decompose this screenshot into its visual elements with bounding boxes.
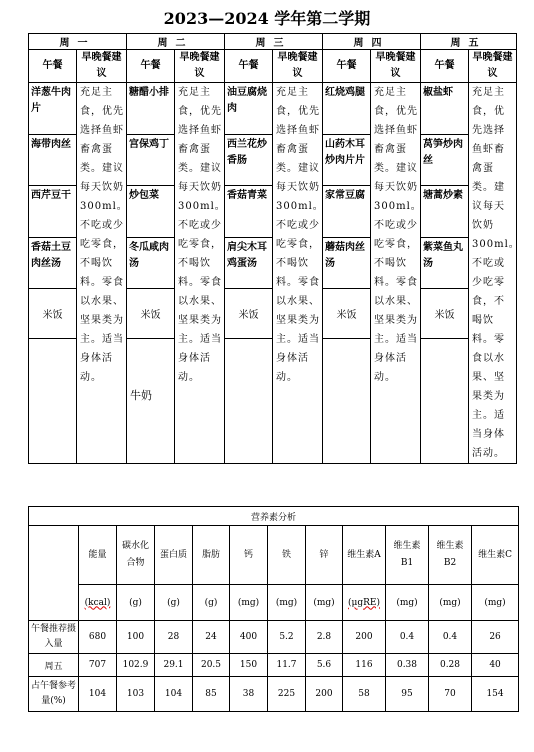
dish-item: 宫保鸡丁: [127, 134, 175, 186]
dish-item: 家常豆腐: [323, 186, 371, 238]
dish-item: 香菇青菜: [225, 186, 273, 238]
dish-item: 肩尖木耳鸡蛋汤: [225, 237, 273, 289]
nutrient-unit: (g): [155, 585, 193, 621]
nutrient-value: 102.9: [117, 654, 155, 677]
advice-header: 早晚餐建议: [273, 50, 323, 83]
nutrient-value: 100: [117, 621, 155, 654]
nutrient-value: 0.38: [386, 654, 429, 677]
nutrient-value: 85: [193, 677, 230, 712]
dish-item: 炒包菜: [127, 186, 175, 238]
meal-advice: 充足主食，优先选择鱼虾畜禽蛋类。建议每天饮奶300ml。不吃或少吃零食，不喝饮料。零食以水果、坚果类为主。适当身体活动。: [469, 83, 517, 464]
row-label: 占午餐参考量(%): [29, 677, 79, 712]
dish-item: 塘蒿炒素: [421, 186, 469, 238]
day-header: 周四: [323, 34, 421, 50]
nutrient-header: 能量: [79, 526, 117, 585]
advice-header: 早晚餐建议: [469, 50, 517, 83]
dish-item: 莴笋炒肉丝: [421, 134, 469, 186]
weekly-menu-table: [28, 33, 520, 464]
advice-header: 早晚餐建议: [371, 50, 421, 83]
staple-rice: 米饭: [225, 289, 273, 338]
nutrient-value: 26: [472, 621, 519, 654]
nutrient-value: 225: [268, 677, 306, 712]
meal-advice: 充足主食，优先选择鱼虾畜禽蛋类。建议每天饮奶300ml。不吃或少吃零食，不喝饮料。零食以水果、坚果类为主。适当身体活动。: [77, 83, 127, 464]
row-label: 周五: [29, 654, 79, 677]
day-header: 周一: [29, 34, 127, 50]
lunch-header: 午餐: [29, 50, 77, 83]
nutrient-value: 24: [193, 621, 230, 654]
milk-item: 牛奶: [127, 338, 175, 463]
nutrient-value: 58: [343, 677, 386, 712]
dish-item: 西芹豆干: [29, 186, 77, 238]
nutrient-unit: (mg): [306, 585, 343, 621]
nutrient-header: 蛋白质: [155, 526, 193, 585]
nutrient-value: 38: [230, 677, 268, 712]
nutrient-header: 锌: [306, 526, 343, 585]
nutrient-value: 29.1: [155, 654, 193, 677]
nutrient-header: 碳水化合物: [117, 526, 155, 585]
nutrient-header: 脂肪: [193, 526, 230, 585]
nutrient-value: 11.7: [268, 654, 306, 677]
nutrient-value: 0.4: [386, 621, 429, 654]
nutrient-value: 2.8: [306, 621, 343, 654]
dish-item: 椒盐虾: [421, 83, 469, 135]
day-header: 周二: [127, 34, 225, 50]
dish-item: 山药木耳炒肉片片: [323, 134, 371, 186]
staple-rice: 米饭: [323, 289, 371, 338]
page-title: 2023—2024 学年第二学期: [163, 9, 371, 28]
nutrient-value: 70: [429, 677, 472, 712]
empty-cell: [323, 338, 371, 463]
nutrient-value: 5.6: [306, 654, 343, 677]
nutrient-value: 400: [230, 621, 268, 654]
lunch-header: 午餐: [127, 50, 175, 83]
nutrient-unit: (g): [193, 585, 230, 621]
row-label: 午餐推荐摄入量: [29, 621, 79, 654]
nutrient-header: 维生素A: [343, 526, 386, 585]
nutrient-header: 维生素B1: [386, 526, 429, 585]
nutrient-value: 200: [306, 677, 343, 712]
nutrient-header: 铁: [268, 526, 306, 585]
advice-header: 早晚餐建议: [77, 50, 127, 83]
nutrient-unit: (g): [117, 585, 155, 621]
nutrient-value: 680: [79, 621, 117, 654]
empty-cell: [421, 338, 469, 463]
meal-advice: 充足主食，优先选择鱼虾畜禽蛋类。建议每天饮奶300ml。不吃或少吃零食，不喝饮料。零食以水果、坚果类为主。适当身体活动。: [175, 83, 225, 464]
dish-item: 冬瓜咸肉汤: [127, 237, 175, 289]
nutrient-header: 钙: [230, 526, 268, 585]
dish-item: 油豆腐烧肉: [225, 83, 273, 135]
nutrient-value: 5.2: [268, 621, 306, 654]
nutrient-value: 20.5: [193, 654, 230, 677]
staple-rice: 米饭: [421, 289, 469, 338]
dish-item: 海带肉丝: [29, 134, 77, 186]
dish-item: 洋葱牛肉片: [29, 83, 77, 135]
nutrient-header: 维生素B2: [429, 526, 472, 585]
nutrient-unit: (μgRE): [343, 585, 386, 621]
nutrient-value: 104: [79, 677, 117, 712]
nutrient-unit: (mg): [386, 585, 429, 621]
nutrient-value: 154: [472, 677, 519, 712]
advice-header: 早晚餐建议: [175, 50, 225, 83]
staple-rice: 米饭: [127, 289, 175, 338]
dish-item: 红烧鸡腿: [323, 83, 371, 135]
corner-cell: [29, 526, 79, 621]
nutrient-value: 40: [472, 654, 519, 677]
day-header: 周五: [421, 34, 517, 50]
nutrition-table: [28, 506, 519, 712]
nutrient-value: 104: [155, 677, 193, 712]
nutrient-unit: (mg): [429, 585, 472, 621]
nutrient-value: 103: [117, 677, 155, 712]
nutrient-unit: (mg): [268, 585, 306, 621]
empty-cell: [225, 338, 273, 463]
empty-cell: [29, 338, 77, 463]
nutrient-value: 28: [155, 621, 193, 654]
dish-item: 西兰花炒香肠: [225, 134, 273, 186]
nutrient-value: 0.28: [429, 654, 472, 677]
lunch-header: 午餐: [323, 50, 371, 83]
nutrient-value: 707: [79, 654, 117, 677]
nutrient-value: 95: [386, 677, 429, 712]
lunch-header: 午餐: [421, 50, 469, 83]
nutrient-value: 116: [343, 654, 386, 677]
day-header: 周三: [225, 34, 323, 50]
dish-item: 蘑菇肉丝汤: [323, 237, 371, 289]
nutrient-value: 150: [230, 654, 268, 677]
nutrient-value: 0.4: [429, 621, 472, 654]
meal-advice: 充足主食，优先选择鱼虾畜禽蛋类。建议每天饮奶300ml。不吃或少吃零食，不喝饮料。零食以水果、坚果类为主。适当身体活动。: [371, 83, 421, 464]
nutrient-value: 200: [343, 621, 386, 654]
dish-item: 紫菜鱼丸汤: [421, 237, 469, 289]
nutrient-unit: (mg): [230, 585, 268, 621]
dish-item: 香菇土豆肉丝汤: [29, 237, 77, 289]
nutrient-unit: (mg): [472, 585, 519, 621]
nutrition-caption: 营养素分析: [29, 507, 519, 526]
dish-item: 糖醋小排: [127, 83, 175, 135]
staple-rice: 米饭: [29, 289, 77, 338]
lunch-header: 午餐: [225, 50, 273, 83]
nutrient-header: 维生素C: [472, 526, 519, 585]
meal-advice: 充足主食，优先选择鱼虾畜禽蛋类。建议每天饮奶300ml。不吃或少吃零食，不喝饮料。零食以水果、坚果类为主。适当身体活动。: [273, 83, 323, 464]
nutrient-unit: (kcal): [79, 585, 117, 621]
